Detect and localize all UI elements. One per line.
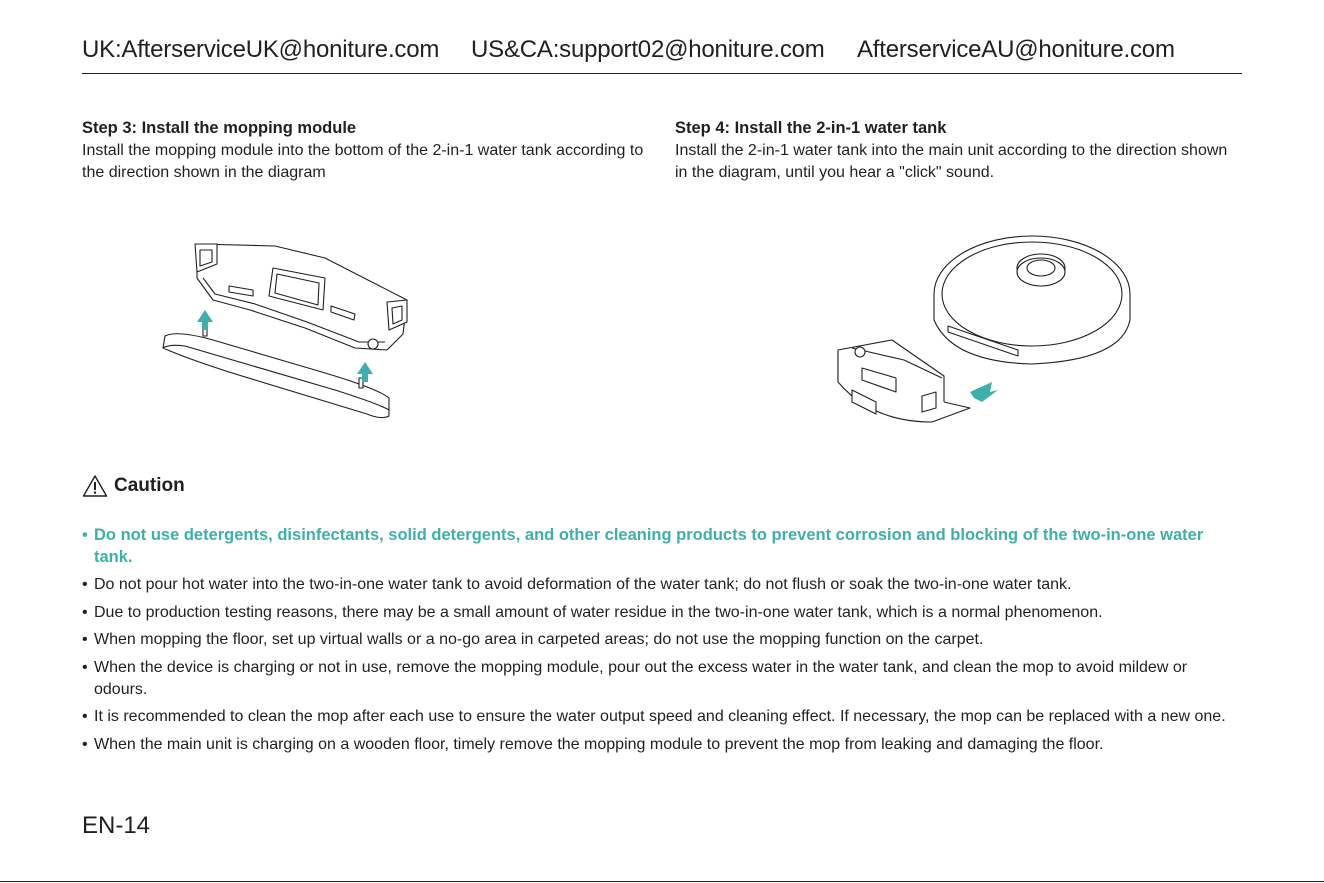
caution-heading [82,472,185,500]
list-item: • Due to production testing reasons, there may be a small amount of water residue in the two-in-one water tank, which is a normal phenomenon. [82,603,1103,621]
teal-arrow-icon [970,382,998,402]
page-number: EN-14 [82,812,151,839]
step3-title: Step 3: Install the mopping module [82,119,357,137]
step3-body: Install the mopping module into the bottom of the 2-in-1 water tank according to the direction shown in the diagram [82,142,644,181]
mopping-module-illustration [155,238,415,426]
list-item: • When the device is charging or not in use, remove the mopping module, pour out the excess water in the water tank, and clean the mop to avoid mildew or odours. [82,658,1188,698]
caution-title: Caution [114,475,185,496]
caution-list [82,524,1244,762]
bottom-rule [0,881,1324,882]
step4-body: Install the 2-in-1 water tank into the main unit according to the direction shown in the diagram, until you hear a "click" sound. [675,142,1228,181]
step4-title: Step 4: Install the 2-in-1 water tank [675,119,947,137]
list-item: • Do not use detergents, disinfectants, solid detergents, and other cleaning products to prevent corrosion and blocking of the two-in-one water tank. [82,526,1204,566]
list-item: • When the main unit is charging on a wooden floor, timely remove the mopping module to prevent the mop from leaking and damaging the floor. [82,735,1104,753]
list-item: • When mopping the floor, set up virtual walls or a no-go area in carpeted areas; do not use the mopping function on the carpet. [82,631,984,649]
email-us-ca: US&CA:support02@honiture.com [471,36,825,63]
email-uk: UK:AfterserviceUK@honiture.com [82,36,440,63]
warning-triangle-icon [82,474,108,498]
list-item: • It is recommended to clean the mop after each use to ensure the water output speed and cleaning effect. If necessary, the mop can be replaced with a new one. [82,708,1226,726]
water-tank-illustration [832,232,1132,444]
email-au: AfterserviceAU@honiture.com [857,36,1175,63]
contact-header [82,33,1242,74]
list-item: • Do not pour hot water into the two-in-one water tank to avoid deformation of the water tank; do not flush or soak the two-in-one water tank. [82,576,1072,593]
